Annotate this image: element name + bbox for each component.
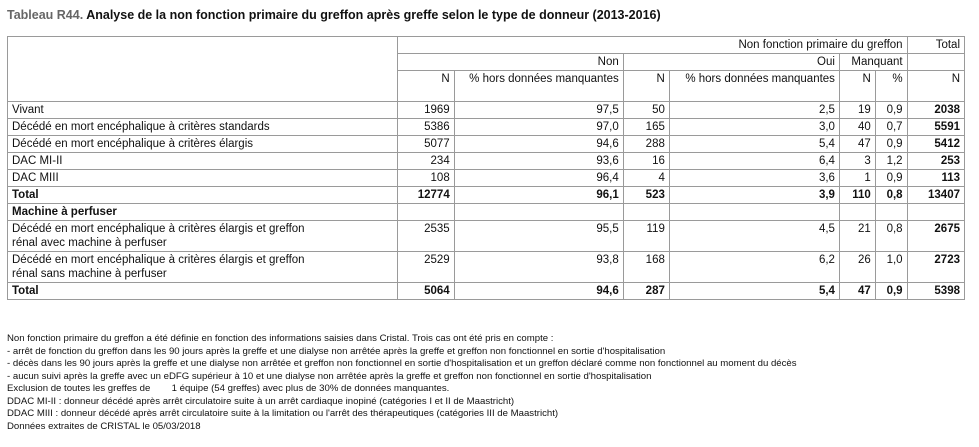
row-label-line-2: rénal avec machine à perfuser: [12, 237, 167, 249]
total-non-n: 5064: [398, 283, 454, 300]
donor-type-table: [7, 36, 965, 300]
man-pct-cell: 1,2: [875, 153, 907, 170]
header-non-n: N: [398, 71, 454, 102]
table-row: [8, 119, 965, 136]
footnote-line: Non fonction primaire du greffon a été définie en fonction des informations saisies dans Cristal. Trois cas ont été pris en compte :: [7, 333, 554, 344]
row-label-line-1: Décédé en mort encéphalique à critères élargis et greffon: [12, 223, 305, 235]
man-n-cell: 26: [839, 252, 875, 283]
non-pct-cell: 94,6: [454, 136, 623, 153]
section-empty-cell: [875, 204, 907, 221]
non-n-cell: 1969: [398, 102, 454, 119]
total-total: 5398: [907, 283, 964, 300]
header-total-n: N: [907, 71, 964, 102]
total-cell: 2038: [907, 102, 964, 119]
total-cell: 253: [907, 153, 964, 170]
total-row: [8, 283, 965, 300]
total-non-pct: 96,1: [454, 187, 623, 204]
oui-n-cell: 288: [623, 136, 669, 153]
header-oui-n: N: [623, 71, 669, 102]
row-label: Vivant: [8, 102, 398, 119]
header-oui: Oui: [623, 54, 839, 71]
oui-n-cell: 4: [623, 170, 669, 187]
man-n-cell: 3: [839, 153, 875, 170]
footnote-line: DDAC MI-II : donneur décédé après arrêt circulatoire suite à un arrêt cardiaque inopiné (catégories I et II de Maastricht): [7, 395, 515, 407]
oui-n-cell: 16: [623, 153, 669, 170]
total-row: [8, 187, 965, 204]
footnotes: [7, 333, 797, 433]
table-row: [8, 102, 965, 119]
table-title-label: Tableau R44.: [7, 8, 84, 22]
man-n-cell: 1: [839, 170, 875, 187]
non-pct-cell: 97,0: [454, 119, 623, 136]
table-title: [7, 8, 661, 22]
footnote-line: - décès dans les 90 jours après la greffe et une dialyse non arrêtée et greffon non fonctionnel en sortie d'hospitalisation et un greffon déclaré comme non fonctionnel au moment du décès: [7, 358, 797, 369]
man-pct-cell: 0,7: [875, 119, 907, 136]
total-man-pct: 0,8: [875, 187, 907, 204]
footnote-line: DDAC MIII : donneur décédé après arrêt circulatoire suite à la limitation ou l'arrêt des thérapeutiques (catégories III de Maastricht): [7, 408, 559, 419]
total-oui-pct: 3,9: [669, 187, 839, 204]
oui-pct-cell: 6,4: [669, 153, 839, 170]
section-empty-cell: [623, 204, 669, 221]
section-empty-cell: [454, 204, 623, 221]
oui-n-cell: 168: [623, 252, 669, 283]
man-pct-cell: 1,0: [875, 252, 907, 283]
row-label-line-1: Décédé en mort encéphalique à critères élargis et greffon: [12, 254, 305, 266]
non-pct-cell: 95,5: [454, 221, 623, 252]
non-pct-cell: 96,4: [454, 170, 623, 187]
total-non-pct: 94,6: [454, 283, 623, 300]
oui-pct-cell: 4,5: [669, 221, 839, 252]
oui-pct-cell: 3,0: [669, 119, 839, 136]
man-pct-cell: 0,9: [875, 136, 907, 153]
row-label-line-2: rénal sans machine à perfuser: [12, 268, 167, 280]
total-non-n: 12774: [398, 187, 454, 204]
oui-pct-cell: 5,4: [669, 136, 839, 153]
total-oui-n: 287: [623, 283, 669, 300]
header-total: Total: [907, 37, 964, 54]
non-n-cell: 2529: [398, 252, 454, 283]
oui-n-cell: 165: [623, 119, 669, 136]
non-n-cell: 5386: [398, 119, 454, 136]
header-empty-cell: [8, 37, 398, 102]
header-man-pct: %: [875, 71, 907, 102]
man-pct-cell: 0,9: [875, 102, 907, 119]
total-cell: 113: [907, 170, 964, 187]
table-title-text: Analyse de la non fonction primaire du greffon après greffe selon le type de donneur (2013-2016): [86, 8, 661, 22]
table-row: [8, 170, 965, 187]
header-non-pct: % hors données manquantes: [454, 71, 623, 102]
section-row: [8, 204, 965, 221]
non-pct-cell: 93,6: [454, 153, 623, 170]
section-empty-cell: [398, 204, 454, 221]
footnote-line: - arrêt de fonction du greffon dans les 90 jours après la greffe et une dialyse non arrêtée après la greffe et greffon non fonctionnel en sortie d'hospitalisation: [7, 345, 666, 357]
header-total-blank: [907, 54, 964, 71]
total-cell: 2723: [907, 252, 964, 283]
header-oui-pct: % hors données manquantes: [669, 71, 839, 102]
row-label: [8, 252, 398, 283]
man-n-cell: 19: [839, 102, 875, 119]
header-non: Non: [398, 54, 623, 71]
total-cell: 5412: [907, 136, 964, 153]
section-empty-cell: [669, 204, 839, 221]
oui-n-cell: 119: [623, 221, 669, 252]
row-label: DAC MI-II: [8, 153, 398, 170]
header-man-n: N: [839, 71, 875, 102]
man-pct-cell: 0,9: [875, 170, 907, 187]
total-oui-n: 523: [623, 187, 669, 204]
man-n-cell: 47: [839, 136, 875, 153]
total-man-n: 47: [839, 283, 875, 300]
footnote-line: - aucun suivi après la greffe avec un eDFG supérieur à 10 et une dialyse non arrêtée après la greffe et greffon non fonctionnel en sortie d'hospitalisation: [7, 370, 652, 382]
non-n-cell: 234: [398, 153, 454, 170]
table-row: [8, 221, 965, 252]
man-n-cell: 40: [839, 119, 875, 136]
non-pct-cell: 93,8: [454, 252, 623, 283]
total-cell: 5591: [907, 119, 964, 136]
oui-n-cell: 50: [623, 102, 669, 119]
man-n-cell: 21: [839, 221, 875, 252]
row-label: Décédé en mort encéphalique à critères élargis: [8, 136, 398, 153]
total-oui-pct: 5,4: [669, 283, 839, 300]
total-man-n: 110: [839, 187, 875, 204]
row-label: Décédé en mort encéphalique à critères standards: [8, 119, 398, 136]
non-n-cell: 108: [398, 170, 454, 187]
header-manquant: Manquant: [839, 54, 907, 71]
row-label: [8, 221, 398, 252]
non-n-cell: 5077: [398, 136, 454, 153]
oui-pct-cell: 2,5: [669, 102, 839, 119]
table-row: [8, 153, 965, 170]
table-row: [8, 136, 965, 153]
non-pct-cell: 97,5: [454, 102, 623, 119]
total-man-pct: 0,9: [875, 283, 907, 300]
section-empty-cell: [839, 204, 875, 221]
man-pct-cell: 0,8: [875, 221, 907, 252]
section-empty-cell: [907, 204, 964, 221]
section-machine-label: Machine à perfuser: [8, 204, 398, 221]
non-n-cell: 2535: [398, 221, 454, 252]
footnote-line: Données extraites de CRISTAL le 05/03/2018: [7, 420, 201, 432]
total-row-label: Total: [8, 187, 398, 204]
header-row-1: [8, 37, 965, 54]
header-nfp: Non fonction primaire du greffon: [398, 37, 907, 54]
total-cell: 2675: [907, 221, 964, 252]
total-total: 13407: [907, 187, 964, 204]
oui-pct-cell: 3,6: [669, 170, 839, 187]
table-row: [8, 252, 965, 283]
oui-pct-cell: 6,2: [669, 252, 839, 283]
total-row-label: Total: [8, 283, 398, 300]
row-label: DAC MIII: [8, 170, 398, 187]
footnote-line: Exclusion de toutes les greffes de 1 équipe (54 greffes) avec plus de 30% de données manquantes.: [7, 383, 450, 394]
